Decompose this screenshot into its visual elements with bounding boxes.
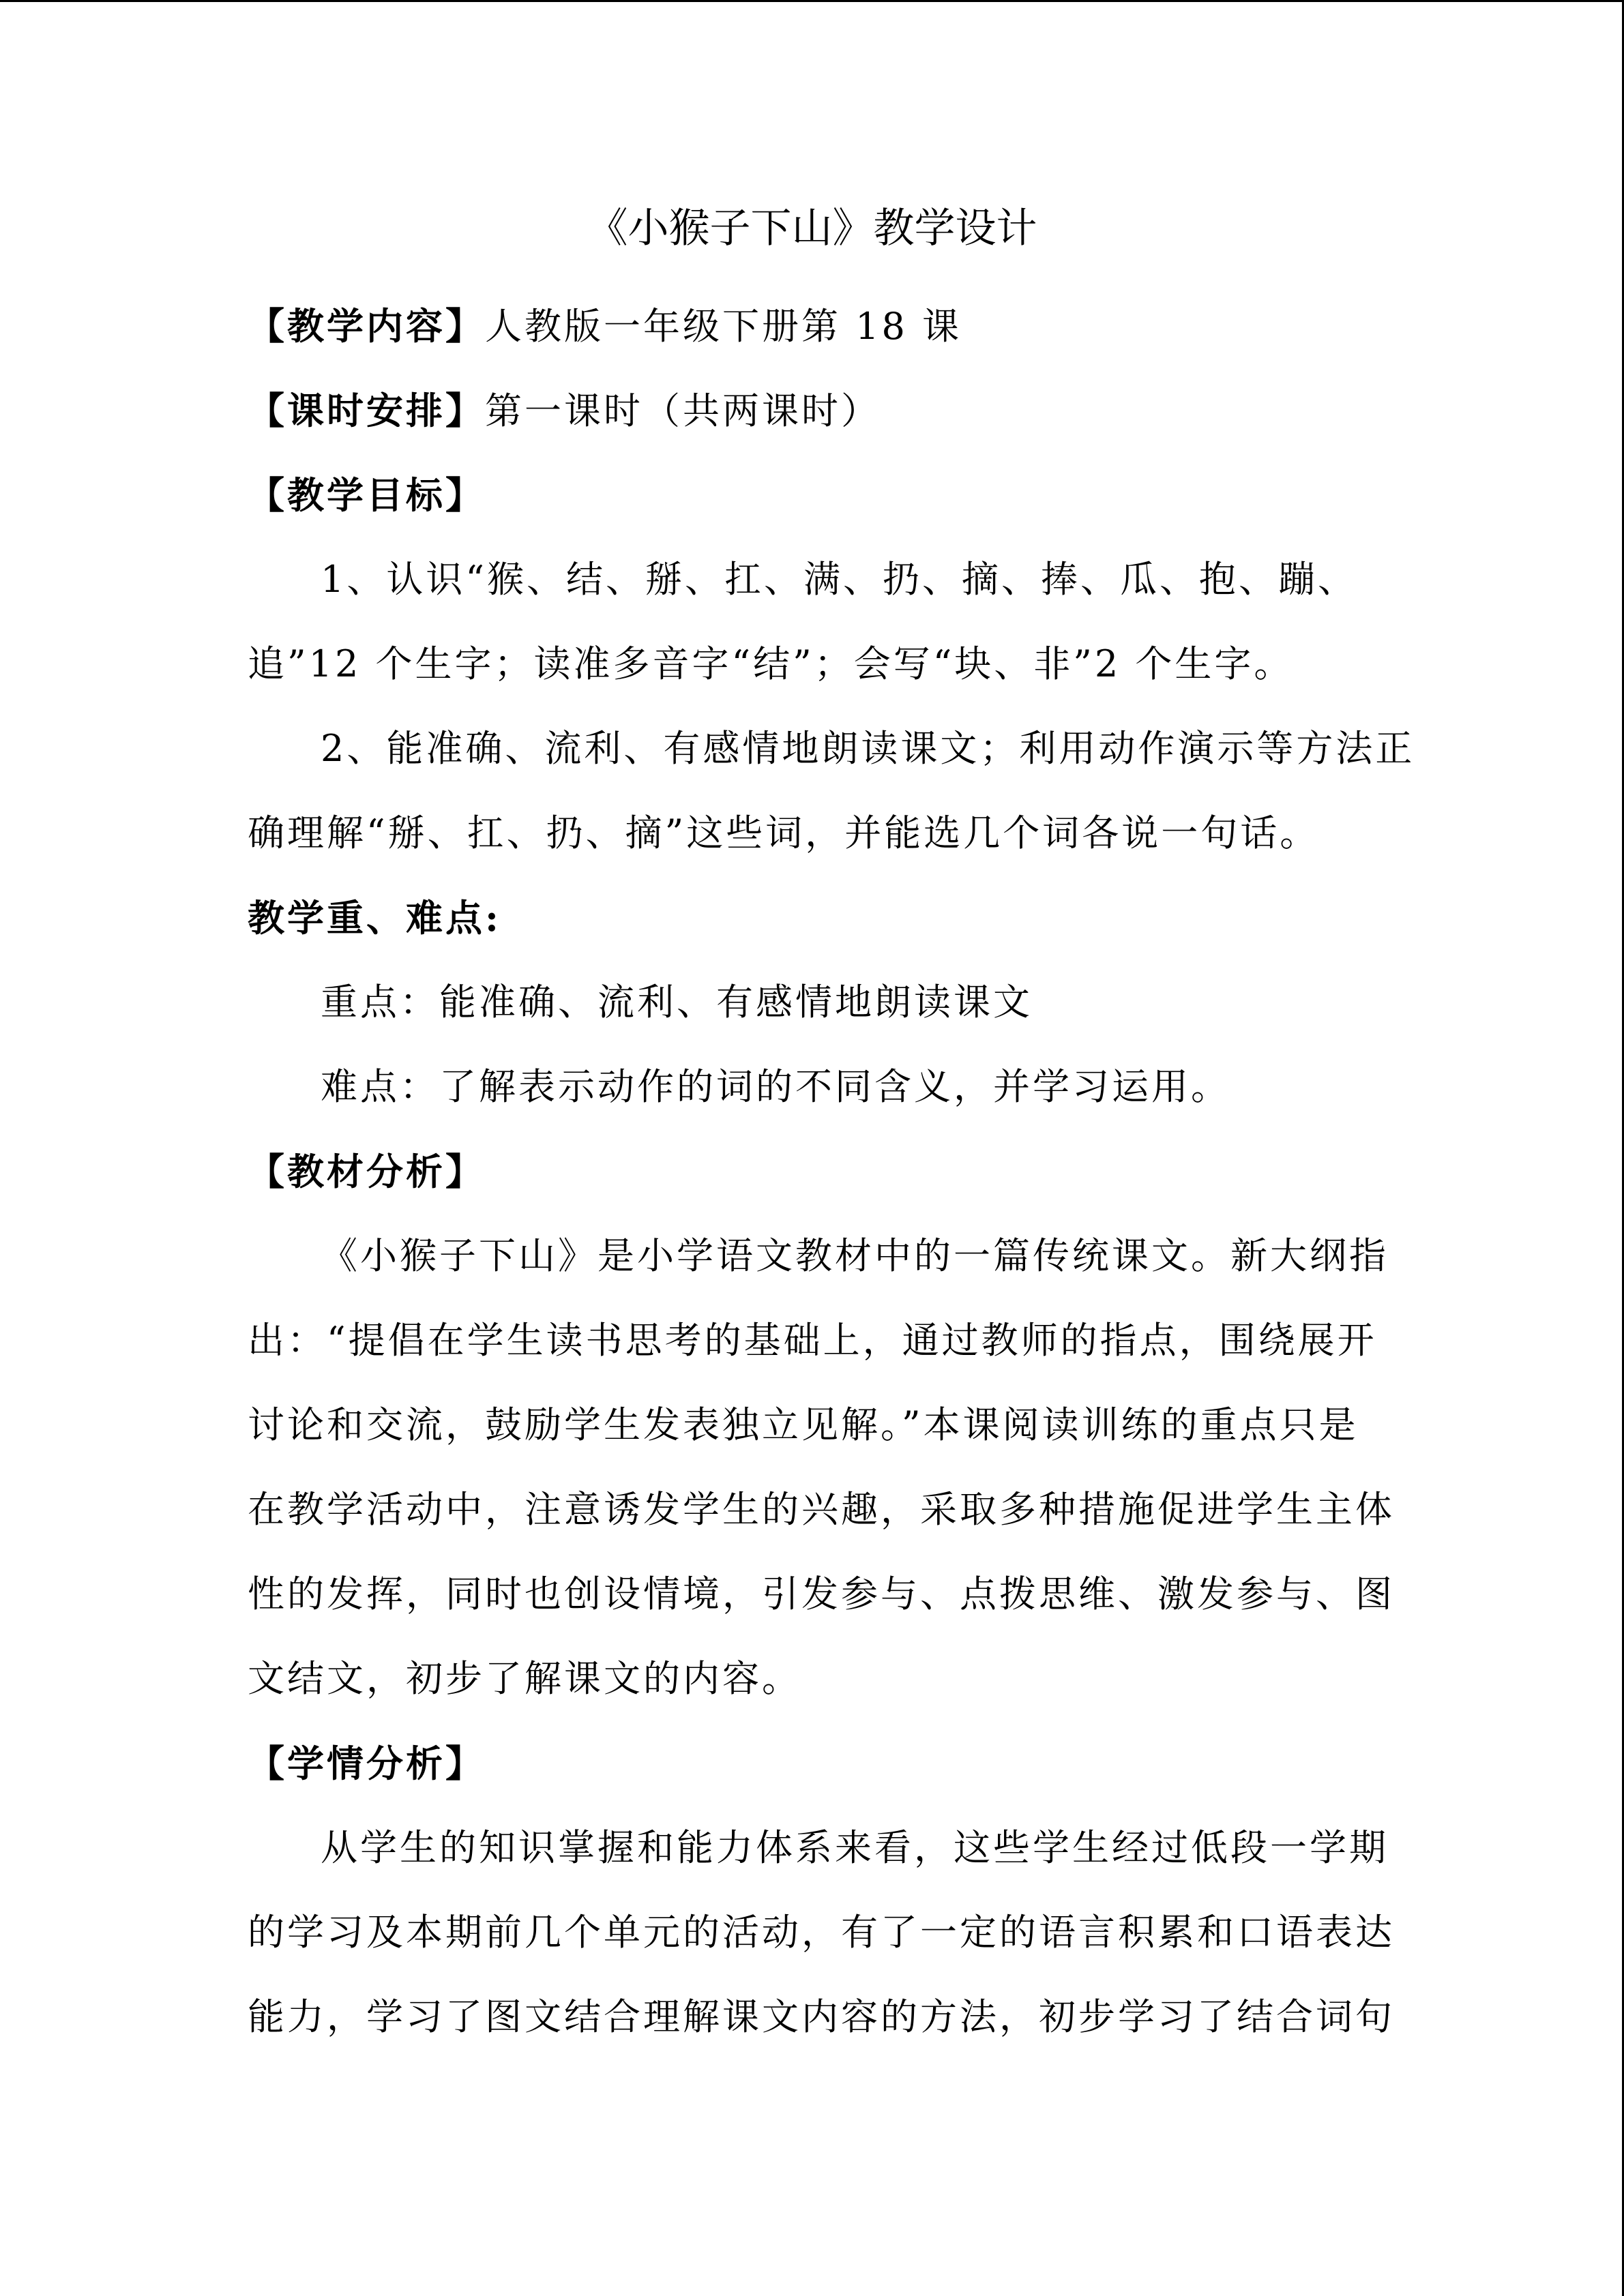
material-line: 讨论和交流，鼓励学生发表独立见解。”本课阅读训练的重点只是 — [248, 1403, 1359, 1446]
objective-line: 追”12 个生字；读准多音字“结”；会写“块、非”2 个生字。 — [248, 642, 1294, 685]
page-border-top — [0, 0, 1624, 2]
difficult-point: 难点：了解表示动作的词的不同含义，并学习运用。 — [321, 1065, 1230, 1108]
content-label: 【教学内容】 — [248, 304, 485, 348]
objectives-heading: 【教学目标】 — [248, 473, 485, 517]
student-line: 的学习及本期前几个单元的活动，有了一定的语言积累和口语表达 — [248, 1911, 1395, 1954]
document-title: 《小猴子下山》教学设计 — [587, 205, 1037, 252]
material-line: 文结文，初步了解课文的内容。 — [248, 1657, 801, 1700]
objective-line: 1、认识“猴、结、掰、扛、满、扔、摘、捧、瓜、抱、蹦、 — [321, 558, 1357, 601]
material-line: 《小猴子下山》是小学语文教材中的一篇传统课文。新大纲指 — [321, 1234, 1389, 1277]
schedule-label: 【课时安排】 — [248, 389, 485, 432]
content-value: 人教版一年级下册第 18 课 — [485, 305, 962, 348]
student-line: 能力，学习了图文结合理解课文内容的方法，初步学习了结合词句 — [248, 1995, 1395, 2038]
material-line: 性的发挥，同时也创设情境，引发参与、点拨思维、激发参与、图 — [248, 1572, 1395, 1615]
student-line: 从学生的知识掌握和能力体系来看，这些学生经过低段一学期 — [321, 1826, 1389, 1869]
key-heading: 教学重、难点: — [248, 896, 501, 940]
material-line: 出：“提倡在学生读书思考的基础上，通过教师的指点，围绕展开 — [248, 1319, 1377, 1362]
student-heading: 【学情分析】 — [248, 1742, 485, 1785]
key-point: 重点：能准确、流利、有感情地朗读课文 — [321, 981, 1033, 1024]
material-line: 在教学活动中，注意诱发学生的兴趣，采取多种措施促进学生主体 — [248, 1488, 1395, 1531]
content-row — [248, 300, 962, 353]
objective-line: 确理解“掰、扛、扔、摘”这些词，并能选几个词各说一句话。 — [248, 811, 1320, 854]
material-heading: 【教材分析】 — [248, 1150, 485, 1193]
objective-line: 2、能准确、流利、有感情地朗读课文；利用动作演示等方法正 — [321, 727, 1415, 770]
schedule-value: 第一课时（共两课时） — [485, 389, 881, 432]
schedule-row — [248, 385, 881, 437]
